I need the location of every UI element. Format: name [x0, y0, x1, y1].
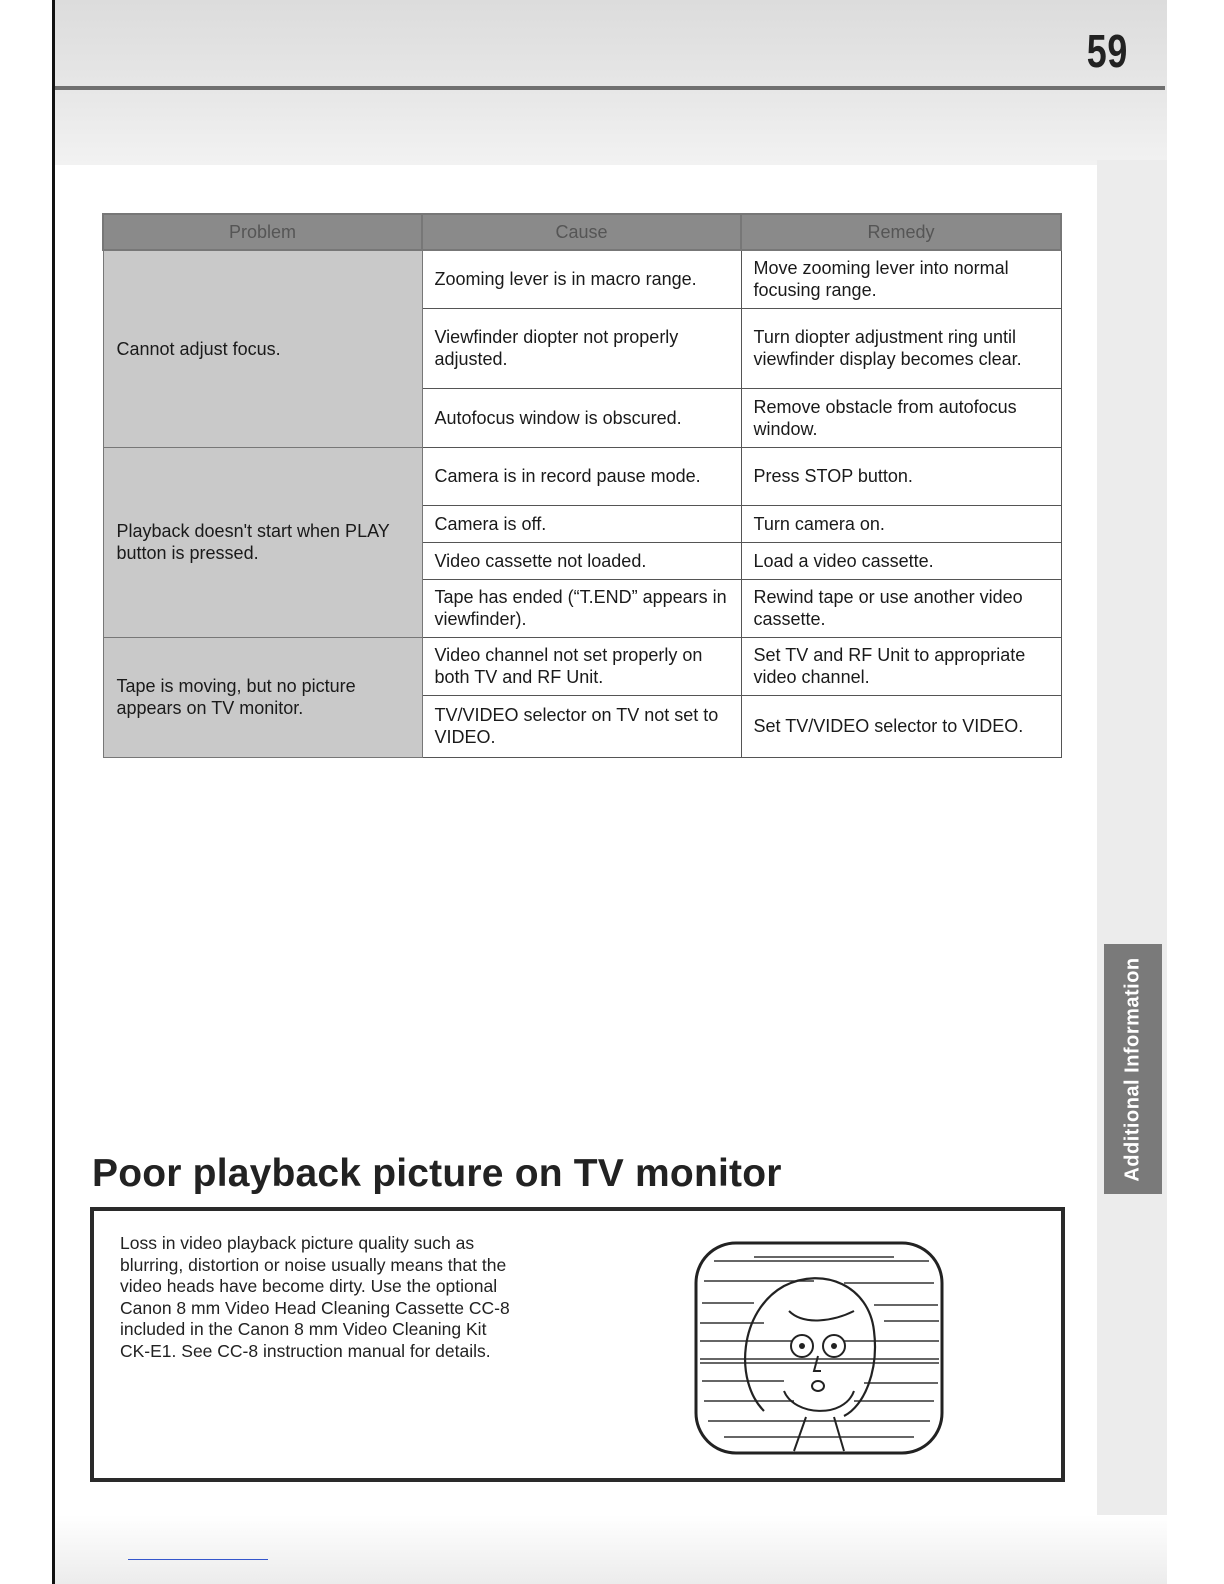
cause-cell: Viewfinder diopter not properly adjusted.: [422, 308, 741, 388]
cause-cell: Zooming lever is in macro range.: [422, 250, 741, 308]
info-box: [90, 1207, 1065, 1482]
footer-band: [55, 1515, 1167, 1584]
problem-cell: Tape is moving, but no picture appears on TV monitor.: [103, 637, 422, 757]
header-remedy: Remedy: [741, 214, 1061, 250]
cause-cell: Tape has ended (“T.END” appears in viewfinder).: [422, 579, 741, 637]
right-margin-band: [1097, 160, 1167, 1584]
side-tab-label: Additional Information: [1121, 956, 1144, 1182]
section-title: Poor playback picture on TV monitor: [92, 1152, 782, 1195]
cause-cell: Autofocus window is obscured.: [422, 388, 741, 447]
remedy-cell: Turn diopter adjustment ring until viewfinder display becomes clear.: [741, 308, 1061, 388]
remedy-cell: Set TV and RF Unit to appropriate video channel.: [741, 637, 1061, 695]
remedy-cell: Move zooming lever into normal focusing range.: [741, 250, 1061, 308]
info-body-text: Loss in video playback picture quality such as blurring, distortion or noise usually means that the video heads have become dirty. Use the optional Canon 8 mm Video Head Cleaning Cassette CC-8 included in the Canon 8 mm Video Cleaning Kit CK-E1. See CC-8 instruction manual for details.: [120, 1233, 510, 1361]
cause-cell: TV/VIDEO selector on TV not set to VIDEO.: [422, 695, 741, 757]
table-row: [103, 250, 1061, 308]
cause-cell: Video channel not set properly on both TV and RF Unit.: [422, 637, 741, 695]
table-row: [103, 637, 1061, 695]
header-problem: Problem: [103, 214, 422, 250]
cause-cell: Camera is in record pause mode.: [422, 447, 741, 505]
remedy-cell: Set TV/VIDEO selector to VIDEO.: [741, 695, 1061, 757]
cause-cell: Video cassette not loaded.: [422, 542, 741, 579]
remedy-cell: Remove obstacle from autofocus window.: [741, 388, 1061, 447]
remedy-cell: Load a video cassette.: [741, 542, 1061, 579]
page-left-edge: [0, 0, 55, 1584]
page-number: 59: [1086, 25, 1128, 77]
table-header-row: [103, 214, 1061, 250]
header-band: [55, 0, 1167, 165]
remedy-cell: Press STOP button.: [741, 447, 1061, 505]
noisy-tv-illustration: [694, 1241, 944, 1455]
remedy-cell: Rewind tape or use another video cassette.: [741, 579, 1061, 637]
header-cause: Cause: [422, 214, 741, 250]
table-row: [103, 447, 1061, 505]
problem-cell: Cannot adjust focus.: [103, 250, 422, 447]
footer-link-line: [128, 1559, 268, 1560]
troubleshooting-table: [102, 213, 1062, 758]
remedy-cell: Turn camera on.: [741, 505, 1061, 542]
side-tab-additional-information: [1104, 944, 1162, 1194]
cause-cell: Camera is off.: [422, 505, 741, 542]
header-rule: [55, 86, 1165, 90]
problem-cell: Playback doesn't start when PLAY button is pressed.: [103, 447, 422, 637]
